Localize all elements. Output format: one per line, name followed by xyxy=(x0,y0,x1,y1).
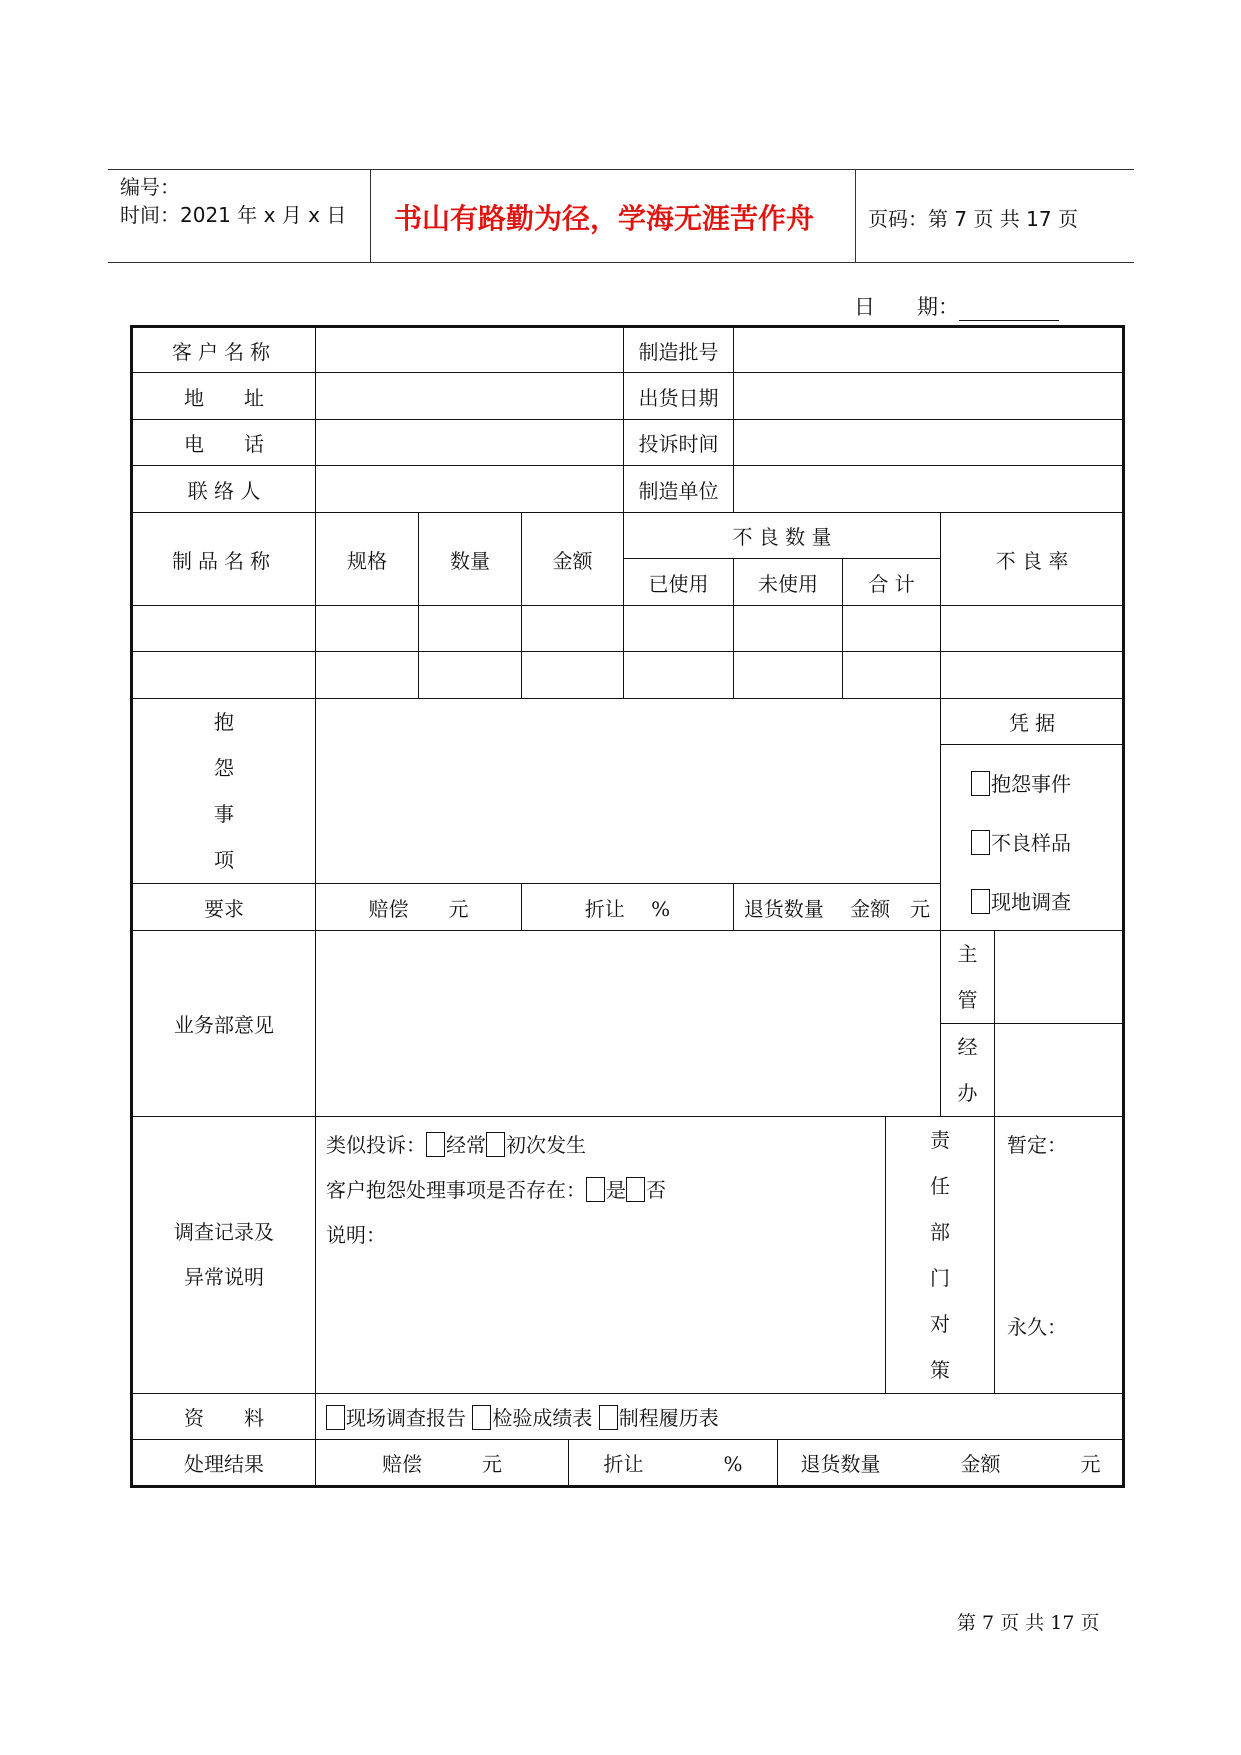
result-compensation-field[interactable]: 赔偿 元 xyxy=(316,1440,569,1487)
slogan: 书山有路勤为径，学海无涯苦作舟 xyxy=(394,202,815,235)
address-label: 地 址 xyxy=(132,373,316,420)
investigation-label xyxy=(132,1117,316,1394)
exists-row xyxy=(326,1168,885,1213)
complaint-char: 抱 xyxy=(214,710,234,734)
unused-cell[interactable] xyxy=(734,606,843,652)
dept-measures-label xyxy=(886,1117,995,1394)
material-option-label: 检验成绩表 xyxy=(492,1406,593,1430)
often-checkbox[interactable] xyxy=(426,1132,445,1157)
handler-sign[interactable] xyxy=(995,1024,1124,1117)
measures-content[interactable] xyxy=(995,1117,1124,1394)
complaint-time-value[interactable] xyxy=(734,420,1124,466)
material-option-label: 制程履历表 xyxy=(618,1406,719,1430)
date-label: 日 期： xyxy=(854,295,959,319)
unused-header: 未使用 xyxy=(734,559,843,606)
spec-cell[interactable] xyxy=(316,606,419,652)
dept-char: 对 xyxy=(930,1312,950,1336)
total-header: 合 计 xyxy=(843,559,941,606)
complaint-char: 事 xyxy=(214,802,234,826)
complaint-items-label xyxy=(132,699,316,884)
evidence-options xyxy=(941,745,1124,931)
page-footer: 第 7 页 共 17 页 xyxy=(957,1612,1100,1634)
supervisor-label xyxy=(941,931,995,1024)
handler-char: 办 xyxy=(957,1081,978,1105)
exists-label: 客户抱怨处理事项是否存在： xyxy=(326,1178,586,1202)
checkbox[interactable] xyxy=(971,889,990,914)
dept-char: 门 xyxy=(930,1266,950,1290)
explain-label: 说明： xyxy=(326,1223,386,1247)
evidence-option[interactable] xyxy=(971,827,1123,856)
complaint-char: 项 xyxy=(214,848,234,872)
address-value[interactable] xyxy=(316,373,624,420)
first-time-checkbox[interactable] xyxy=(486,1132,505,1157)
quantity-cell[interactable] xyxy=(419,652,522,699)
mfg-unit-value[interactable] xyxy=(734,466,1124,513)
used-cell[interactable] xyxy=(624,606,734,652)
unused-cell[interactable] xyxy=(734,652,843,699)
quantity-header: 数量 xyxy=(419,513,522,606)
sales-opinion-label: 业务部意见 xyxy=(132,931,316,1117)
date-blank[interactable] xyxy=(959,300,1059,321)
complaint-items-value[interactable] xyxy=(316,699,941,884)
no-checkbox[interactable] xyxy=(626,1177,645,1202)
investigation-line: 异常说明 xyxy=(184,1265,264,1289)
dept-char: 责 xyxy=(930,1128,950,1152)
temporary-label: 暂定： xyxy=(1007,1133,1067,1157)
yes-checkbox[interactable] xyxy=(586,1177,605,1202)
result-return-field[interactable]: 退货数量 金额 元 xyxy=(778,1440,1124,1487)
header-divider-left xyxy=(370,169,371,262)
defect-rate-cell[interactable] xyxy=(941,606,1124,652)
defect-rate-header: 不 良 率 xyxy=(941,513,1124,606)
evidence-option[interactable] xyxy=(971,886,1123,915)
return-amount-field[interactable]: 退货数量 金额 元 xyxy=(734,884,941,931)
used-cell[interactable] xyxy=(624,652,734,699)
evidence-header: 凭 据 xyxy=(941,699,1124,745)
complaint-form xyxy=(130,325,1125,1488)
amount-header: 金额 xyxy=(522,513,624,606)
evidence-option[interactable] xyxy=(971,768,1123,797)
materials-options xyxy=(316,1394,1124,1440)
first-time-label: 初次发生 xyxy=(506,1133,586,1157)
handler-label xyxy=(941,1024,995,1117)
customer-name-label: 客户名称 xyxy=(132,327,316,373)
total-cell[interactable] xyxy=(843,606,941,652)
batch-no-label: 制造批号 xyxy=(624,327,734,373)
customer-name-value[interactable] xyxy=(316,327,624,373)
dept-char: 部 xyxy=(930,1220,950,1244)
amount-cell[interactable] xyxy=(522,652,624,699)
product-cell[interactable] xyxy=(132,606,316,652)
evidence-option-label: 不良样品 xyxy=(991,831,1071,855)
permanent-label: 永久： xyxy=(1007,1315,1067,1339)
checkbox[interactable] xyxy=(472,1405,491,1430)
defect-qty-header: 不 良 数 量 xyxy=(624,513,941,559)
yes-label: 是 xyxy=(606,1178,626,1202)
defect-rate-cell[interactable] xyxy=(941,652,1124,699)
spec-header: 规格 xyxy=(316,513,419,606)
supervisor-char: 管 xyxy=(957,988,978,1012)
evidence-option-label: 抱怨事件 xyxy=(991,772,1071,796)
number-label: 编号： xyxy=(120,175,180,199)
checkbox[interactable] xyxy=(599,1405,618,1430)
phone-label: 电 话 xyxy=(132,420,316,466)
no-label: 否 xyxy=(646,1178,666,1202)
handler-char: 经 xyxy=(957,1035,978,1059)
result-label: 处理结果 xyxy=(132,1440,316,1487)
batch-no-value[interactable] xyxy=(734,327,1124,373)
requirement-label: 要求 xyxy=(132,884,316,931)
checkbox[interactable] xyxy=(971,830,990,855)
investigation-content xyxy=(316,1117,886,1394)
supervisor-sign[interactable] xyxy=(995,931,1124,1024)
dept-char: 任 xyxy=(930,1174,950,1198)
checkbox[interactable] xyxy=(971,771,990,796)
total-cell[interactable] xyxy=(843,652,941,699)
similar-complaint-row xyxy=(326,1123,885,1168)
phone-value[interactable] xyxy=(316,420,624,466)
contact-value[interactable] xyxy=(316,466,624,513)
supervisor-char: 主 xyxy=(957,942,978,966)
ship-date-value[interactable] xyxy=(734,373,1124,420)
used-header: 已使用 xyxy=(624,559,734,606)
complaint-char: 怨 xyxy=(214,756,234,780)
amount-cell[interactable] xyxy=(522,606,624,652)
spec-cell[interactable] xyxy=(316,652,419,699)
header-bottom-rule xyxy=(108,262,1134,263)
page-label: 页码：第 7 页 共 17 页 xyxy=(868,207,1078,231)
materials-label: 资 料 xyxy=(132,1394,316,1440)
often-label: 经常 xyxy=(446,1133,486,1157)
complaint-time-label: 投诉时间 xyxy=(624,420,734,466)
evidence-option-label: 现地调查 xyxy=(991,890,1071,914)
similar-label: 类似投诉： xyxy=(326,1133,426,1157)
material-option-label: 现场调查报告 xyxy=(346,1406,466,1430)
sales-opinion-value[interactable] xyxy=(316,931,941,1117)
product-cell[interactable] xyxy=(132,652,316,699)
quantity-cell[interactable] xyxy=(419,606,522,652)
time-label: 时间：2021 年 x 月 x 日 xyxy=(120,203,347,227)
date-field xyxy=(854,291,1059,321)
result-discount-field[interactable]: 折让 % xyxy=(569,1440,778,1487)
header-top-rule xyxy=(108,169,1134,170)
discount-field[interactable]: 折让 % xyxy=(522,884,734,931)
compensation-field[interactable]: 赔偿 元 xyxy=(316,884,522,931)
product-name-header: 制品名称 xyxy=(132,513,316,606)
checkbox[interactable] xyxy=(326,1405,345,1430)
contact-label: 联 络 人 xyxy=(132,466,316,513)
mfg-unit-label: 制造单位 xyxy=(624,466,734,513)
header-divider-right xyxy=(855,169,856,262)
investigation-line: 调查记录及 xyxy=(174,1220,274,1244)
ship-date-label: 出货日期 xyxy=(624,373,734,420)
dept-char: 策 xyxy=(930,1358,950,1382)
